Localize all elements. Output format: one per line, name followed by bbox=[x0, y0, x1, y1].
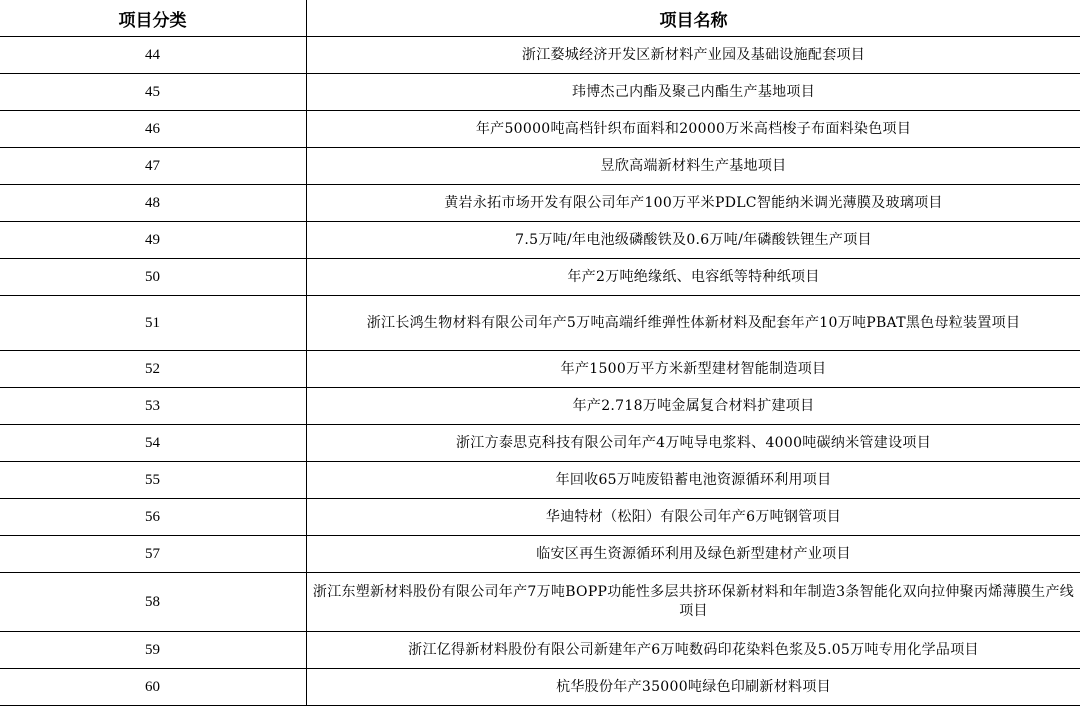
table-row bbox=[0, 351, 1080, 388]
row-id: 58 bbox=[0, 573, 307, 632]
table-row bbox=[0, 37, 1080, 74]
row-name: 昱欣高端新材料生产基地项目 bbox=[307, 148, 1080, 185]
row-id: 53 bbox=[0, 388, 307, 425]
table-row bbox=[0, 499, 1080, 536]
row-id: 57 bbox=[0, 536, 307, 573]
table-row bbox=[0, 462, 1080, 499]
row-id: 44 bbox=[0, 37, 307, 74]
table-row bbox=[0, 632, 1080, 669]
table-row bbox=[0, 425, 1080, 462]
table-row bbox=[0, 185, 1080, 222]
row-name: 年回收65万吨废铅蓄电池资源循环利用项目 bbox=[307, 462, 1080, 499]
row-name: 年产2.718万吨金属复合材料扩建项目 bbox=[307, 388, 1080, 425]
row-name: 7.5万吨/年电池级磷酸铁及0.6万吨/年磷酸铁锂生产项目 bbox=[307, 222, 1080, 259]
table-row bbox=[0, 259, 1080, 296]
row-name: 浙江东塑新材料股份有限公司年产7万吨BOPP功能性多层共挤环保新材料和年制造3条智能化双向拉伸聚丙烯薄膜生产线项目 bbox=[307, 573, 1080, 632]
table-row bbox=[0, 111, 1080, 148]
table-row bbox=[0, 296, 1080, 351]
row-id: 55 bbox=[0, 462, 307, 499]
row-name: 临安区再生资源循环利用及绿色新型建材产业项目 bbox=[307, 536, 1080, 573]
row-id: 59 bbox=[0, 632, 307, 669]
row-id: 51 bbox=[0, 296, 307, 351]
row-id: 56 bbox=[0, 499, 307, 536]
row-id: 50 bbox=[0, 259, 307, 296]
row-id: 46 bbox=[0, 111, 307, 148]
row-id: 49 bbox=[0, 222, 307, 259]
row-id: 47 bbox=[0, 148, 307, 185]
row-id: 48 bbox=[0, 185, 307, 222]
table-row bbox=[0, 573, 1080, 632]
row-name: 华迪特材（松阳）有限公司年产6万吨钢管项目 bbox=[307, 499, 1080, 536]
table-row bbox=[0, 222, 1080, 259]
row-name: 年产1500万平方米新型建材智能制造项目 bbox=[307, 351, 1080, 388]
row-id: 60 bbox=[0, 669, 307, 706]
row-id: 52 bbox=[0, 351, 307, 388]
row-name: 年产50000吨高档针织布面料和20000万米高档梭子布面料染色项目 bbox=[307, 111, 1080, 148]
table-row bbox=[0, 388, 1080, 425]
row-id: 45 bbox=[0, 74, 307, 111]
header-name: 项目名称 bbox=[307, 0, 1080, 37]
row-name: 浙江婺城经济开发区新材料产业园及基础设施配套项目 bbox=[307, 37, 1080, 74]
row-name: 浙江亿得新材料股份有限公司新建年产6万吨数码印花染料色浆及5.05万吨专用化学品项目 bbox=[307, 632, 1080, 669]
table-row bbox=[0, 536, 1080, 573]
header-row bbox=[0, 0, 1080, 37]
row-name: 浙江方泰思克科技有限公司年产4万吨导电浆料、4000吨碳纳米管建设项目 bbox=[307, 425, 1080, 462]
row-name: 黄岩永拓市场开发有限公司年产100万平米PDLC智能纳米调光薄膜及玻璃项目 bbox=[307, 185, 1080, 222]
table-row bbox=[0, 74, 1080, 111]
table-row bbox=[0, 669, 1080, 706]
row-name: 浙江长鸿生物材料有限公司年产5万吨高端纤维弹性体新材料及配套年产10万吨PBAT黑色母粒装置项目 bbox=[307, 296, 1080, 351]
table-row bbox=[0, 148, 1080, 185]
row-name: 玮博杰己内酯及聚己内酯生产基地项目 bbox=[307, 74, 1080, 111]
row-name: 杭华股份年产35000吨绿色印刷新材料项目 bbox=[307, 669, 1080, 706]
row-name: 年产2万吨绝缘纸、电容纸等特种纸项目 bbox=[307, 259, 1080, 296]
header-category: 项目分类 bbox=[0, 0, 307, 37]
row-id: 54 bbox=[0, 425, 307, 462]
